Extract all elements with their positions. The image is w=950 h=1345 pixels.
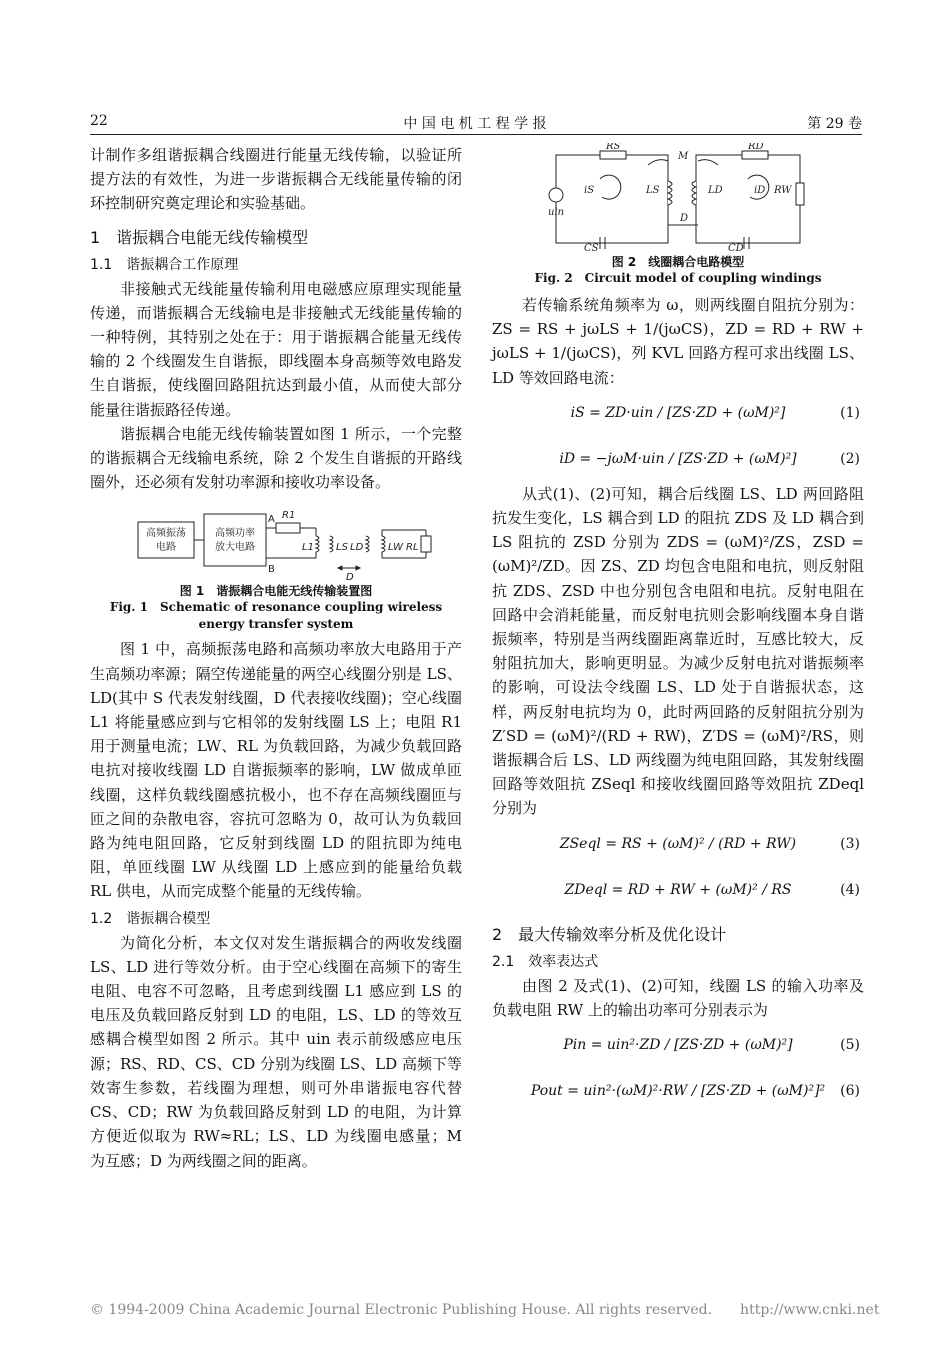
resistor-rs	[600, 151, 626, 159]
label-uin: uin	[548, 207, 565, 218]
equation-1-number: (1)	[840, 404, 860, 421]
equation-4-number: (4)	[840, 881, 860, 898]
equation-5-body: Pin = uin²·ZD / [ZS·ZD + (ωM)²]	[563, 1037, 793, 1054]
intro-paragraph: 计制作多组谐振耦合线圈进行能量无线传输，以验证所提方法的有效性，为进一步谐振耦合无线能量传输的闭环控制研究奠定理论和实验基础。	[90, 146, 462, 213]
figure-2-caption-cn: 图 2 线圈耦合电路模型	[611, 255, 745, 269]
label-cd: CD	[728, 243, 744, 253]
equation-5	[492, 1022, 864, 1068]
label-ld: LD	[350, 542, 364, 554]
label-rd: RD	[748, 143, 764, 152]
equation-6-number: (6)	[840, 1083, 860, 1100]
coil-l1	[316, 536, 319, 552]
equation-2	[492, 436, 864, 482]
section-1-title: 1 谐振耦合电能无线传输模型	[90, 227, 309, 247]
label-r1: R1	[282, 510, 296, 522]
resistor-rw	[796, 183, 804, 205]
resistor-rd	[742, 151, 768, 159]
equation-1	[492, 390, 864, 436]
figure-1-diagram	[116, 500, 436, 582]
paragraph-3: 图 1 中，高频振荡电路和高频功率放大电路用于产生高频功率源；隔空传递能量的两空心线圈分别是 LS、LD(其中 S 代表发射线圈，D 代表接收线圈)；空心线圈 L1 将能量感应到与它相邻的发射线圈 LS 上；电阻 R1 用于测量电流；LW、RL 为负载回路，为减少负载回路电抗对接收线圈 LD 自谐振频率的影响，LW 做成单匝线圈，这样负载线圈感抗极小，也不存在高频线圈匝与匝之间的杂散电容，容抗可忽略为 0，故可认为负载回路为纯电阻回路，它反射到线圈 LD 的阻抗即为纯电阻，单匝线圈 LW 从线圈 LD 上感应到的能量给负载 RL 供电，从而完成整个能量的无线传输。	[90, 640, 462, 901]
coil-ls	[330, 536, 333, 552]
label-rw: RW	[774, 185, 792, 196]
box1-line2: 电路	[156, 542, 176, 554]
label-is: iS	[584, 185, 595, 196]
mutual-arrow-right	[698, 160, 718, 165]
volume-label: 第 29 卷	[807, 116, 862, 132]
paragraph-7: 由图 2 及式(1)、(2)可知，线圈 LS 的输入功率及负载电阻 RW 上的输出功率可分别表示为	[492, 976, 864, 1019]
figure-1-caption-en: Fig. 1 Schematic of resonance coupling wireless energy transfer system	[109, 600, 443, 632]
paragraph-4: 为简化分析，本文仅对发生谐振耦合的两收发线圈 LS、LD 进行等效分析。由于空心线圈在高频下的寄生电阻、电容不可忽略，且考虑到线圈 L1 感应到 LS 的电压及负载回路反射到 LD 的电阻，LS、LD 的等效互感耦合模型如图 2 所示。其中 uin 表示前级感应电压源；RS、RD、CS、CD 分别为线圈 LS、LD 高频下等效寄生参数，若线圈为理想，则可外串谐振电容代替 CS、CD；RW 为负载回路反射到 LD 的电阻，为计算方便近似取为 RW≈RL；LS、LD 为线圈电感量；M 为互感；D 为两线圈之间的距离。	[90, 933, 462, 1170]
left-column	[90, 143, 462, 1173]
equation-3-body: ZSeql = RS + (ωM)² / (RD + RW)	[559, 835, 797, 852]
right-column	[492, 143, 864, 1114]
figure-2-diagram	[548, 143, 808, 253]
label-a: A	[268, 514, 275, 526]
paragraph-2: 谐振耦合电能无线传输装置如图 1 所示，一个完整的谐振耦合无线输电系统，除 2 个发生自谐振的开路线圈外，还必须有发射功率源和接收功率设备。	[90, 424, 462, 492]
equation-4-body: ZDeql = RD + RW + (ωM)² / RS	[564, 881, 792, 898]
label-ls: LS	[336, 542, 348, 554]
label-b: B	[268, 564, 275, 576]
label-rl: RL	[406, 542, 419, 554]
subsection-1-1-title: 1.1 谐振耦合工作原理	[90, 256, 239, 273]
resistor-rl	[421, 536, 431, 552]
page-number: 22	[90, 113, 108, 129]
label-id: iD	[754, 185, 766, 196]
equation-3-number: (3)	[840, 835, 860, 852]
resistor-r1	[276, 523, 300, 533]
equation-6-body: Pout = uin²·(ωM)²·RW / [ZS·ZD + (ωM)²]²	[530, 1083, 826, 1100]
right-loop	[696, 155, 800, 243]
label-cs: CS	[584, 243, 599, 253]
equation-5-number: (5)	[840, 1037, 860, 1054]
equation-2-body: iD = −jωM·uin / [ZS·ZD + (ωM)²]	[559, 450, 797, 467]
coil-ld	[366, 536, 369, 552]
source-uin	[549, 188, 563, 202]
figure-2-caption-en: Fig. 2 Circuit model of coupling windings	[534, 271, 822, 285]
mutual-arrow-left	[648, 160, 668, 165]
equation-1-body: iS = ZD·uin / [ZS·ZD + (ωM)²]	[570, 404, 786, 421]
box2-line1: 高频功率	[215, 528, 255, 540]
paragraph-1: 非接触式无线能量传输利用电磁感应原理实现能量传递，而谐振耦合无线输电是非接触式无线能量传输的一种特例，其特别之处在于：用于谐振耦合能量无线传输的 2 个线圈发生自谐振，即线圈本身高频等效电路发生自谐振，使线圈回路阻抗达到最小值，从而使大部分能量往谐振路径传递。	[90, 279, 462, 419]
equation-4	[492, 867, 864, 913]
equation-6	[492, 1068, 864, 1114]
coil-ls	[668, 181, 672, 205]
label-d: D	[346, 572, 354, 583]
label-d: D	[680, 213, 689, 224]
label-ld: LD	[708, 185, 723, 196]
header-rule	[90, 134, 862, 135]
box2-line2: 放大电路	[215, 542, 255, 554]
figure-1-caption-cn: 图 1 谐振耦合电能无线传输装置图	[179, 584, 373, 599]
subsection-1-2-title: 1.2 谐振耦合模型	[90, 910, 211, 927]
paragraph-5: 若传输系统角频率为 ω，则两线圈自阻抗分别为：ZS = RS + jωLS + 1/(jωCS)，ZD = RD + RW + jωLS + 1/(jωCS)，列 KVL 回路方程可求出线圈 LS、LD 等效回路电流：	[492, 296, 864, 387]
journal-title: 中 国 电 机 工 程 学 报	[403, 116, 547, 132]
copyright-footer: © 1994-2009 China Academic Journal Electronic Publishing House. All rights reserved. http://www.cnki.net	[90, 1302, 880, 1318]
coil-ld	[692, 181, 696, 205]
label-ls: LS	[646, 185, 660, 196]
section-2-title: 2 最大传输效率分析及优化设计	[492, 924, 727, 944]
amplifier-box	[204, 514, 266, 566]
label-l1: L1	[302, 542, 314, 554]
box1-line1: 高频振荡	[146, 528, 186, 540]
equation-2-number: (2)	[840, 450, 860, 467]
paragraph-6: 从式(1)、(2)可知，耦合后线圈 LS、LD 两回路阻抗发生变化，LS 耦合到 LD 的阻抗 ZDS 及 LD 耦合到 LS 阻抗的 ZSD 分别为 ZDS = (ωM)²/ZS，ZSD = (ωM)²/ZD。因 ZS、ZD 均包含电阻和电抗，则反射阻抗 ZDS、ZSD 中也分别包含电阻和电抗。反射电阻在回路中会消耗能量，而反射电抗则会影响线圈本身自谐振频率，特别是当两线圈距离靠近时，互感比较大，反射阻抗加大，影响更明显。为减少反射电抗对谐振频率的影响，可设法令线圈 LS、LD 处于自谐振状态，这样，两反射电抗均为 0，此时两回路的反射阻抗分别为 Z′SD = (ωM)²/(RD + RW)，Z′DS = (ωM)²/RS，则谐振耦合后 LS、LD 两线圈为纯电阻回路，其发射线圈回路等效阻抗 ZSeql 和接收线圈回路等效阻抗 ZDeql 分别为	[492, 484, 864, 818]
equation-3	[492, 821, 864, 867]
current-is-arrow	[600, 175, 621, 199]
label-lw: LW	[388, 542, 404, 554]
coil-lw	[382, 536, 385, 552]
label-m: M	[678, 151, 689, 162]
label-rs: RS	[606, 143, 621, 152]
subsection-2-1-title: 2.1 效率表达式	[492, 953, 599, 970]
